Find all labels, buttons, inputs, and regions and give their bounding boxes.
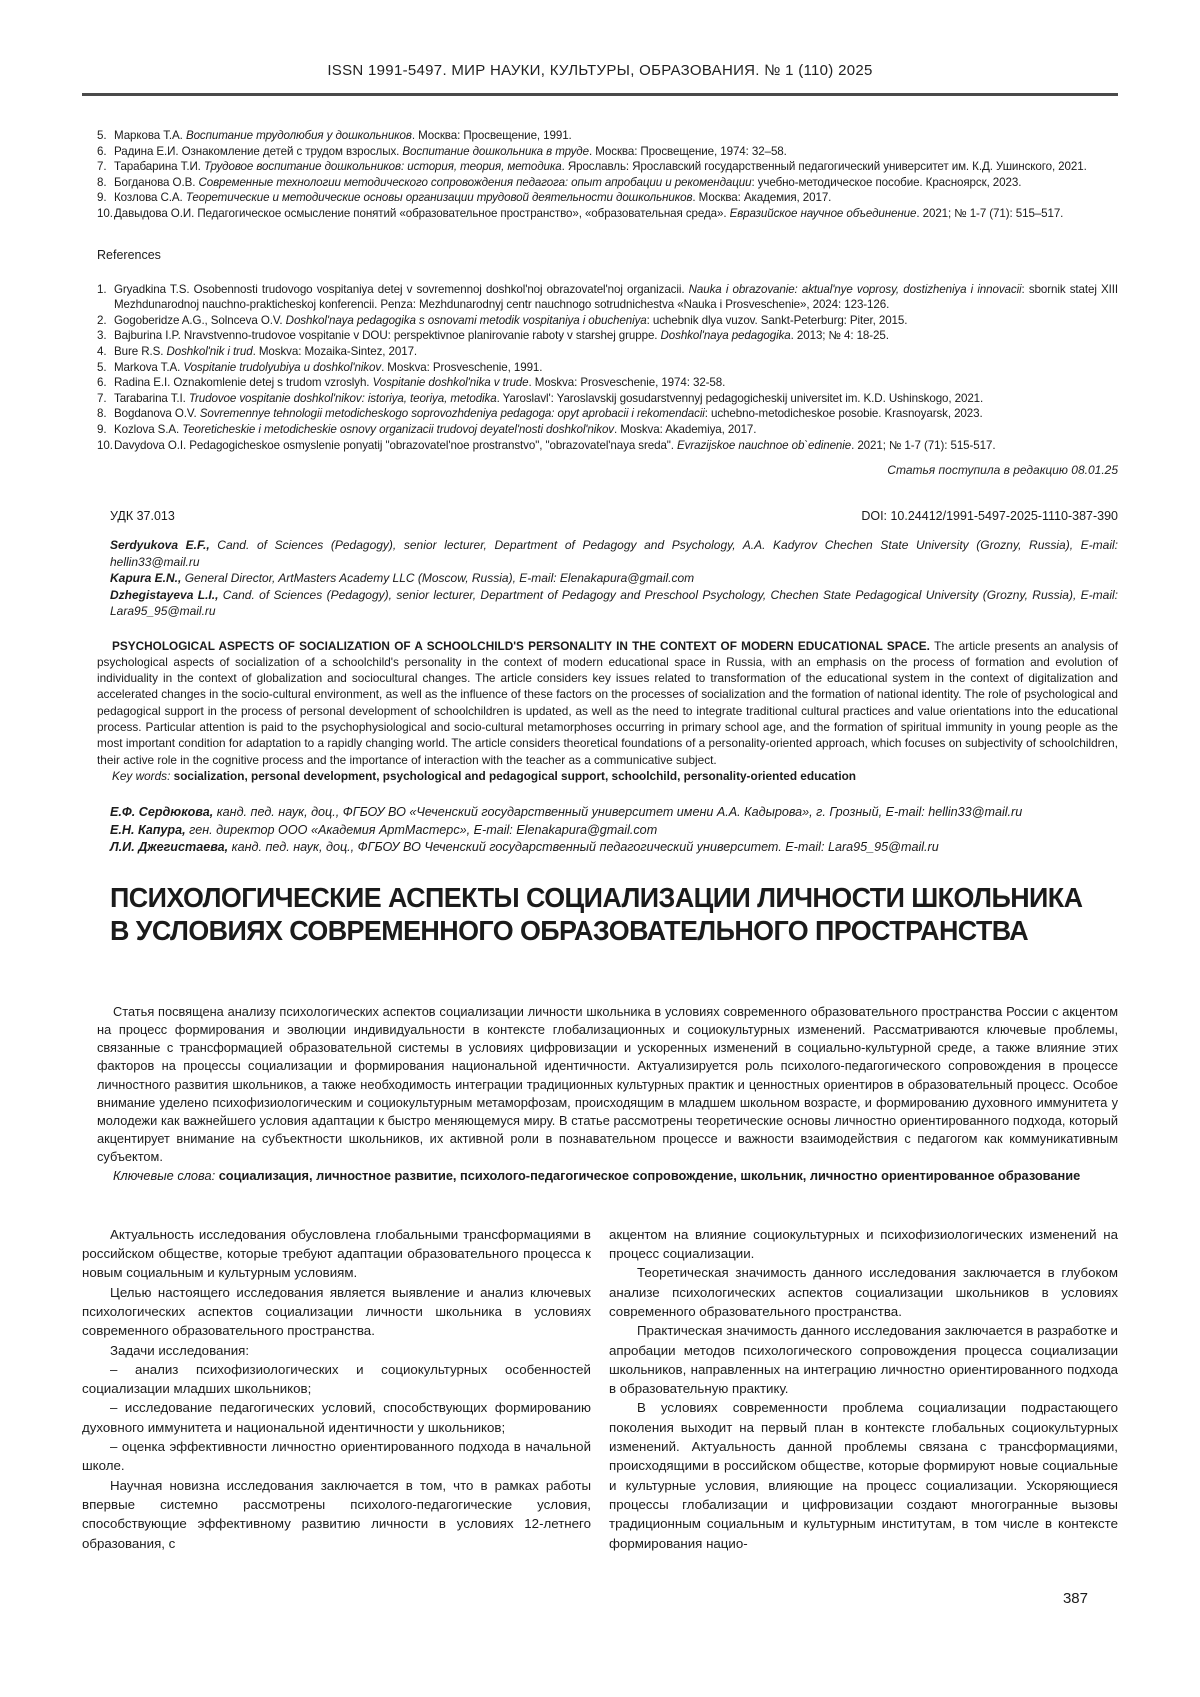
text-run: Key words: — [112, 768, 174, 783]
text-run: Евразийское научное объединение — [729, 206, 917, 220]
author-line — [110, 587, 1118, 620]
reference-text — [114, 144, 1118, 160]
reference-text — [114, 206, 1118, 222]
reference-number: 8. — [97, 175, 107, 189]
text-run: Радина Е.И. Ознакомление детей с трудом взрослых. — [114, 144, 403, 158]
text-run: Bure R.S. — [114, 344, 167, 358]
text-run: . Yaroslavl': Yaroslavskij gosudarstvennyj pedagogicheskij universitet im. K.D. Ushinskogo, 2021. — [496, 391, 984, 405]
reference-number: 7. — [97, 391, 107, 405]
reference-item — [97, 175, 1118, 191]
text-run: Vospitanie trudolyubiya u doshkol'nikov — [183, 360, 382, 374]
article-title — [82, 881, 1118, 947]
reference-item — [97, 375, 1118, 391]
text-run: Козлова С.А. — [114, 191, 186, 205]
reference-item — [97, 406, 1118, 422]
text-run: Doshkol'naya pedagogika — [660, 329, 791, 343]
body-paragraph: – оценка эффективности личностно ориентированного подхода в начальной школе. — [82, 1439, 591, 1474]
reference-item — [97, 190, 1118, 206]
reference-item — [97, 438, 1118, 454]
reference-text — [114, 128, 1118, 144]
text-run: Trudovoe vospitanie doshkol'nikov: istoriya, teoriya, metodika — [188, 391, 497, 405]
author-line — [110, 570, 1118, 587]
annotation-ru-paragraph: Статья посвящена анализу психологических аспектов социализации личности школьника в условиях современного образовательного пространства России с акцентом на процесс формирования и эволюции индивидуальности в контексте глобализационных и социокультурных изменений. Рассматриваются ключевые проблемы, связанные с трансформацией образовательной системы в условиях цифровизации и ускоренных изменений в социально-культурной среде, а также влияние этих факторов на процессы социализации и формирования национальной идентичности. Актуализируется роль психолого-педагогического сопровождения в процессе личностного развития школьников, а также необходимость интеграции традиционных культурных практик и ценностных ориентиров в образовательный процесс. Особое внимание уделено психофизиологическим и социокультурным метаморфозам, происходящим в младшем школьном возрасте, и формированию духовного иммунитета у молодежи как важнейшего условия адаптации к быстро меняющемуся миру. В статье рассмотрены теоретические основы личностно ориентированного подхода, который акцентирует внимание на субъектности школьников, их активной роли в познавательном процессе и важности взаимодействия с педагогом как коммуникативным субъектом. — [97, 1003, 1118, 1165]
reference-item — [97, 282, 1118, 313]
reference-item — [97, 313, 1118, 329]
reference-text — [114, 438, 1118, 454]
annotation-ru-section — [82, 1003, 1118, 1185]
references-heading: References — [97, 247, 161, 262]
reference-text — [114, 190, 1118, 206]
article-title-line-1: ПСИХОЛОГИЧЕСКИЕ АСПЕКТЫ СОЦИАЛИЗАЦИИ ЛИЧНОСТИ ШКОЛЬНИКА — [110, 881, 1083, 913]
body-paragraph: Актуальность исследования обусловлена глобальными трансформациями в российском обществе, которые требуют адаптации образовательного процесса к новым социальным и культурным условиям. — [82, 1226, 591, 1281]
text-run: Doshkol'naya pedagogika s osnovami metodik vospitaniya i obucheniya — [285, 313, 647, 327]
text-run: . Москва: Академия, 2017. — [692, 191, 832, 205]
text-run: Bajburina I.P. Nravstvenno-trudovoe vospitanie v DOU: perspektivnoe planirovanie raboty v starshej gruppe. — [114, 329, 661, 343]
text-run: Sovremennye tehnologii metodicheskogo soprovozhdeniya pedagoga: opyt aprobacii i rekomendacii — [199, 407, 705, 421]
text-run: Современные технологии методического сопровождения педагога: опыт апробации и рекомендации — [198, 175, 752, 189]
text-run: Radina E.I. Oznakomlenie detej s trudom vzroslyh. — [114, 376, 373, 390]
authors-en-block — [82, 537, 1118, 620]
text-run: Е.Ф. Сердюкова, — [110, 805, 217, 820]
text-run: Kapura E.N., — [110, 571, 185, 586]
author-line — [110, 804, 1118, 822]
reference-text — [114, 406, 1118, 422]
body-paragraph: Задачи исследования: — [110, 1342, 250, 1358]
reference-number: 7. — [97, 160, 107, 174]
abstract-en-paragraph — [97, 638, 1118, 768]
text-run: Л.И. Джегистаева, — [110, 840, 232, 855]
reference-number: 5. — [97, 129, 107, 142]
text-run: Vospitanie doshkol'nika v trude — [372, 376, 529, 390]
text-run: General Director, ArtMasters Academy LLC (Moscow, Russia), E-mail: Elenakapura@gmail.com — [184, 571, 695, 586]
reference-number: 10. — [97, 206, 113, 220]
body-paragraph: В условиях современности проблема социализации подрастающего поколения выходит на первый план в контексте глобальных социокультурных изменений. Актуальность данной проблемы связана с трансформациями, происходящими в российском обществе, которые формируют новые социальные и культурные условия, влияющие на процесс социализации. Ускоряющиеся процессы глобализации и цифровизации создают многогранные вызовы традиционным социальным и культурным институтам, в том числе в контексте формирования нацио- — [609, 1400, 1118, 1551]
text-run: . Москва: Просвещение, 1974: 32–58. — [588, 144, 787, 158]
reference-text — [114, 344, 1118, 360]
text-run: . 2013; № 4: 18-25. — [790, 329, 889, 343]
text-run: Воспитание трудолюбия у дошкольников — [185, 129, 412, 142]
reference-number: 9. — [97, 191, 107, 205]
body-left-column — [82, 1225, 591, 1553]
text-run: Cand. of Sciences (Pedagogy), senior lecturer, Department of Pedagogy and Psychology, A.A. Kadyrov Chechen State University (Grozny, Russia), E-mail: hellin33@mail.ru — [110, 538, 1118, 569]
reference-number: 1. — [97, 282, 107, 296]
text-run: Богданова О.В. — [114, 175, 199, 189]
text-run: Evrazijskoe nauchnoe ob`edinenie — [677, 438, 852, 452]
body-paragraph: Научная новизна исследования заключается в том, что в рамках работы впервые системно рассмотрены психолого-педагогические условия, способствующие эффективному развитию личности в условиях 12-летнего образования, с — [82, 1477, 591, 1551]
text-run: Теоретические и методические основы организации трудовой деятельности дошкольников — [185, 191, 693, 205]
author-line — [110, 537, 1118, 570]
text-run: . Moskva: Akademiya, 2017. — [614, 422, 757, 436]
text-run: Gryadkina T.S. Osobennosti trudovogo vospitaniya detej v sovremennoj doshkol'noj obrazovatel'noj organizacii. — [114, 282, 689, 296]
reference-text — [114, 328, 1118, 344]
keywords-en-line — [97, 768, 1118, 784]
reference-number: 6. — [97, 376, 107, 390]
text-run: . Москва: Просвещение, 1991. — [411, 129, 572, 142]
reference-number: 9. — [97, 422, 107, 436]
author-line — [110, 839, 1118, 857]
header-rule — [82, 93, 1118, 96]
text-run: : sbornik statej XIII Mezhdunarodnoj nauchno-prakticheskoj konferencii. Penza: Mezhdunarodnyj centr nauchnogo sotrudnichestva «Nauka i Prosveschenie», 2024: 123-126. — [114, 282, 1118, 312]
text-run: Doshkol'nik i trud — [166, 344, 253, 358]
body-columns — [82, 1225, 1118, 1553]
reference-number: 5. — [97, 360, 107, 374]
journal-issn-line: ISSN 1991-5497. МИР НАУКИ, КУЛЬТУРЫ, ОБРАЗОВАНИЯ. № 1 (110) 2025 — [327, 62, 873, 79]
udk-label: УДК 37.013 — [110, 509, 175, 524]
body-paragraph: Теоретическая значимость данного исследования заключается в глубоком анализе психологических аспектов социализации школьников в условиях современного образовательного пространства. — [609, 1265, 1118, 1319]
body-paragraph: – исследование педагогических условий, способствующих формированию духовного иммунитета и национальной идентичности у школьников; — [82, 1400, 591, 1435]
body-paragraph: Практическая значимость данного исследования заключается в разработке и апробации методов психологического сопровождения процесса социализации школьников, направленных на интеграцию личностно ориентированного подхода в образовательную практику. — [609, 1323, 1118, 1397]
text-run: . Moskva: Mozaika-Sintez, 2017. — [252, 344, 418, 358]
text-run: Ключевые слова: — [113, 1167, 219, 1183]
references-list — [82, 282, 1118, 454]
reference-text — [114, 422, 1118, 438]
reference-number: 6. — [97, 144, 107, 158]
reference-item — [97, 360, 1118, 376]
article-title-line-2: В УСЛОВИЯХ СОВРЕМЕННОГО ОБРАЗОВАТЕЛЬНОГО ПРОСТРАНСТВА — [110, 914, 1029, 946]
text-run: . Ярославль: Ярославский государственный педагогический университет им. К.Д. Ушинского, 2021. — [561, 160, 1087, 174]
reference-item — [97, 328, 1118, 344]
text-run: Cand. of Sciences (Pedagogy), senior lecturer, Department of Pedagogy and Preschool Psychology, Chechen State Pedagogical University (Grozny, Russia), E-mail: Lara95_95@mail.ru — [110, 587, 1118, 619]
text-run: The article presents an analysis of psychological aspects of socialization of a schoolchild's personality in the context of modern educational space in Russia, with an emphasis on the process of formation and evolution of individuality in the context of globalization and sociocultural changes. The article considers key issues related to transformation of the educational system in the context of digitalization and accelerated changes in the socio-cultural environment, as well as the influence of these factors on the processes of socialization and the formation of national identity. The role of psychological and pedagogical support in the process of personal development of schoolchildren is updated, as well as the need to integrate traditional cultural practices and value orientations into the educational process. Particular attention is paid to the psychophysiological and socio-cultural metamorphoses occurring in primary school age, and the formation of spiritual immunity in young people as the most important condition for adaptation to a rapidly changing world. The article considers theoretical foundations of a personality-oriented approach, which focuses on subjectivity of schoolchildren, their active role in the cognitive process and the importance of interaction with the teacher as a communicative subject. — [97, 638, 1118, 767]
body-paragraph: акцентом на влияние социокультурных и психофизиологических изменений на процесс социализации. — [609, 1226, 1118, 1262]
text-run: Davydova O.I. Pedagogicheskoe osmyslenie ponyatij "obrazovatel'noe prostranstvo", "obrazovatel'naya sreda". — [114, 438, 678, 452]
text-run: : uchebno-metodicheskoe posobie. Krasnoyarsk, 2023. — [704, 407, 983, 421]
text-run: Gogoberidze A.G., Solnceva O.V. — [114, 313, 286, 327]
reference-item — [97, 128, 1118, 144]
text-run: . Moskva: Prosveschenie, 1991. — [381, 360, 543, 374]
reference-text — [114, 175, 1118, 191]
reference-text — [114, 391, 1118, 407]
keywords-ru-line — [97, 1167, 1118, 1185]
reference-text — [114, 282, 1118, 313]
text-run: Kozlova S.A. — [114, 422, 183, 436]
reference-item — [97, 159, 1118, 175]
text-run: : учебно-методическое пособие. Красноярск, 2023. — [751, 175, 1022, 189]
text-run: Маркова Т.А. — [114, 129, 186, 142]
page-number: 387 — [1062, 1590, 1088, 1607]
reference-text — [114, 360, 1118, 376]
body-right-column — [609, 1225, 1118, 1553]
text-run: Serdyukova E.F., — [110, 538, 218, 553]
text-run: Трудовое воспитание дошкольников: история, теория, методика — [203, 160, 562, 174]
reference-number: 4. — [97, 344, 107, 358]
text-run: Давыдова О.И. Педагогическое осмысление понятий «образовательное пространство», «образовательная среда». — [114, 206, 730, 220]
text-run: PSYCHOLOGICAL ASPECTS OF SOCIALIZATION OF A SCHOOLCHILD'S PERSONALITY IN THE CONTEXT OF MODERN EDUCATIONAL SPACE. — [112, 638, 935, 653]
text-run: Bogdanova O.V. — [114, 407, 200, 421]
doi-label: DOI: 10.24412/1991-5497-2025-1110-387-390 — [861, 509, 1118, 524]
reference-item — [97, 391, 1118, 407]
text-run: socialization, personal development, psychological and pedagogical support, schoolchild, personality-oriented education — [173, 768, 857, 783]
text-run: Nauka i obrazovanie: aktual'nye voprosy, dostizheniya i innovacii — [688, 282, 1022, 296]
text-run: Воспитание дошкольника в труде — [402, 144, 589, 158]
text-run: Tarabarina T.I. — [114, 391, 189, 405]
body-paragraph: – анализ психофизиологических и социокультурных особенностей социализации младших школьников; — [82, 1361, 591, 1397]
text-run: социализация, личностное развитие, психолого-педагогическое сопровождение, школьник, личностно ориентированное образование — [218, 1167, 1081, 1183]
russian-references-list — [82, 128, 1118, 222]
received-note: Статья поступила в редакцию 08.01.25 — [887, 463, 1118, 478]
text-run: канд. пед. наук, доц., ФГБОУ ВО «Чеченский государственный университет имени А.А. Кадырова», г. Грозный, E-mail: hellin33@mail.ru — [216, 805, 1023, 820]
reference-number: 8. — [97, 407, 107, 421]
author-line — [110, 822, 1118, 840]
reference-item — [97, 344, 1118, 360]
reference-item — [97, 206, 1118, 222]
text-run: ген. директор ООО «Академия АртМастерс», E-mail: Elenakapura@gmail.com — [189, 822, 658, 837]
reference-number: 2. — [97, 313, 107, 327]
reference-number: 10. — [97, 438, 113, 452]
text-run: Dzhegistayeva L.I., — [110, 587, 223, 602]
reference-item — [97, 422, 1118, 438]
reference-text — [114, 313, 1118, 329]
text-run: . 2021; № 1-7 (71): 515-517. — [851, 438, 996, 452]
reference-item — [97, 144, 1118, 160]
text-run: . Moskva: Prosveschenie, 1974: 32-58. — [528, 376, 726, 390]
text-run: Teoreticheskie i metodicheskie osnovy organizacii trudovoj deyatel'nosti doshkol'nikov — [182, 422, 614, 436]
text-run: Markova T.A. — [114, 360, 184, 374]
reference-number: 3. — [97, 329, 107, 343]
text-run: канд. пед. наук, доц., ФГБОУ ВО Чеченский государственный педагогический университет. E-mail: Lara95_95@mail.ru — [231, 840, 939, 855]
abstract-en-section — [82, 638, 1118, 785]
text-run: : uchebnik dlya vuzov. Sankt-Peterburg: Piter, 2015. — [646, 313, 908, 327]
authors-ru-block — [82, 804, 1118, 857]
reference-text — [114, 375, 1118, 391]
body-paragraph: Целью настоящего исследования является выявление и анализ ключевых психологических аспектов социализации личности школьника в условиях современного образовательного пространства. — [82, 1284, 591, 1339]
text-run: Тарабарина Т.И. — [114, 160, 204, 174]
reference-text — [114, 159, 1118, 175]
meta-row — [82, 509, 1118, 523]
text-run: . 2021; № 1-7 (71): 515–517. — [916, 206, 1064, 220]
text-run: Е.Н. Капура, — [110, 822, 190, 837]
